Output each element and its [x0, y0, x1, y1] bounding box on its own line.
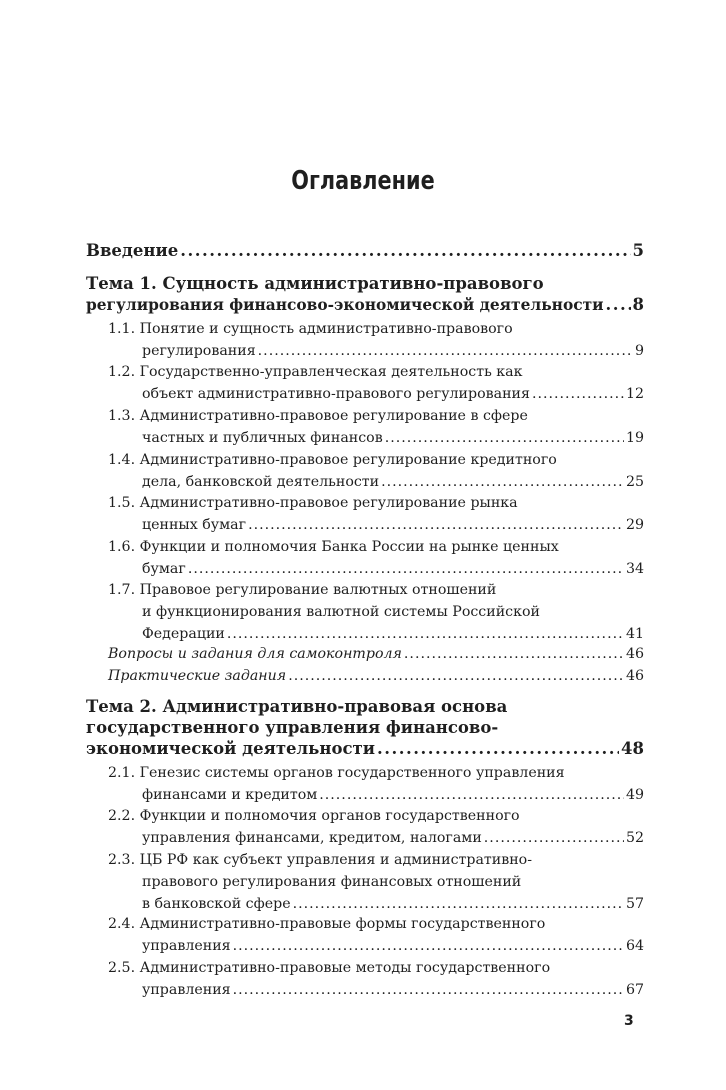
toc-entry-title-line: 2.5. Административно-правовые методы государственного: [108, 960, 551, 976]
toc-entry-1-5[interactable]: [86, 493, 644, 537]
toc-entry-questions-1[interactable]: [86, 644, 644, 666]
leader-dots: [319, 785, 624, 807]
toc-entry-title-line: 1.6. Функции и полномочия Банка России на рынке ценных: [108, 539, 559, 555]
toc-entry-title-line: Федерации: [142, 625, 225, 642]
toc-entry-page: 52: [625, 829, 644, 846]
toc-entry-title-line: 1.1. Понятие и сущность административно-правового: [108, 321, 513, 337]
page-title: Оглавление: [291, 166, 435, 196]
toc-entry-title-line: правового регулирования финансовых отношений: [142, 873, 522, 890]
toc-entry-1-1[interactable]: [86, 319, 644, 363]
leader-dots: [180, 240, 630, 261]
toc-entry-topic-2[interactable]: [86, 696, 644, 759]
toc-entry-page: 25: [625, 473, 644, 490]
leader-dots: [377, 738, 619, 759]
toc-entry-page: 46: [625, 646, 644, 662]
leader-dots: [293, 894, 624, 916]
toc-entry-page: 57: [625, 895, 644, 912]
toc-entry-title-line: и функционирования валютной системы Российской: [142, 603, 540, 620]
leader-dots: [188, 559, 624, 581]
toc-entry-page: 19: [625, 429, 644, 446]
toc-entry-title-line: ценных бумаг: [142, 516, 247, 533]
toc-entry-2-3[interactable]: [86, 850, 644, 915]
toc-entry-2-1[interactable]: [86, 763, 644, 807]
toc-entry-2-2[interactable]: [86, 806, 644, 850]
toc-entry-1-3[interactable]: [86, 406, 644, 450]
toc-entry-title: Введение: [86, 241, 179, 260]
leader-dots: [227, 624, 624, 646]
toc-entry-title-line: Тема 2. Административно-правовая основа: [86, 697, 508, 716]
toc-entry-title-line: 2.3. ЦБ РФ как субъект управления и административно-: [108, 852, 533, 868]
toc-entry-page: 41: [625, 625, 644, 642]
toc-entry-page: 8: [632, 295, 644, 314]
toc-entry-topic-1[interactable]: [86, 273, 644, 316]
toc-entry-title-line: управления: [142, 937, 231, 954]
toc-entry-1-7[interactable]: [86, 580, 644, 645]
toc-entry-title-line: 2.2. Функции и полномочия органов государственного: [108, 808, 520, 824]
leader-dots: [288, 666, 624, 688]
toc-entry-title-line: регулирования финансово-экономической деятельности: [86, 296, 604, 314]
toc-entry-title-line: 2.1. Генезис системы органов государственного управления: [108, 765, 565, 781]
toc-entry-page: 12: [625, 385, 644, 402]
toc-entry-title-line: управления: [142, 981, 231, 998]
leader-dots: [606, 294, 631, 315]
toc-entry-title-line: объект административно-правового регулирования: [142, 385, 530, 402]
toc-entry-title-line: дела, банковской деятельности: [142, 473, 380, 490]
toc-entry-1-2[interactable]: [86, 362, 644, 406]
toc-entry-title-line: бумаг: [142, 560, 186, 577]
toc-entry-page: 49: [625, 786, 644, 803]
toc-entry-1-6[interactable]: [86, 537, 644, 581]
toc-entry-intro[interactable]: [86, 240, 644, 261]
toc-entry-title-line: 2.4. Административно-правовые формы государственного: [108, 916, 546, 932]
toc-entry-page: 67: [625, 981, 644, 998]
leader-dots: [233, 980, 624, 1002]
toc-entry-title-line: Тема 1. Сущность административно-правового: [86, 274, 544, 293]
toc-entry-page: 9: [634, 342, 644, 359]
toc-entry-title-line: экономической деятельности: [86, 739, 375, 758]
leader-dots: [532, 384, 624, 406]
toc-entry-page: 34: [625, 560, 644, 577]
toc-entry-2-4[interactable]: [86, 914, 644, 958]
toc-entry-1-4[interactable]: [86, 450, 644, 494]
toc-entry-title: Вопросы и задания для самоконтроля: [108, 646, 402, 662]
toc-entry-title-line: государственного управления финансово-: [86, 718, 499, 737]
leader-dots: [484, 828, 624, 850]
toc-entry-title-line: частных и публичных финансов: [142, 429, 383, 446]
leader-dots: [248, 515, 624, 537]
toc-entry-page: 46: [625, 668, 644, 684]
toc-entry-title-line: в банковской сфере: [142, 895, 291, 912]
toc-entry-title-line: 1.3. Административно-правовое регулирование в сфере: [108, 408, 528, 424]
leader-dots: [258, 341, 633, 363]
toc-entry-title: Практические задания: [108, 668, 287, 684]
toc-entry-title-line: 1.5. Административно-правовое регулирование рынка: [108, 495, 518, 511]
page-number: 3: [624, 1013, 634, 1029]
leader-dots: [233, 936, 624, 958]
toc-entry-practice-1[interactable]: [86, 666, 644, 688]
toc-entry-page: 29: [625, 516, 644, 533]
toc-entry-title-line: управления финансами, кредитом, налогами: [142, 829, 482, 846]
toc-entry-title-line: 1.7. Правовое регулирование валютных отношений: [108, 582, 497, 598]
leader-dots: [381, 472, 624, 494]
leader-dots: [385, 428, 624, 450]
toc-entry-page: 48: [621, 739, 644, 758]
toc-entry-title-line: регулирования: [142, 342, 256, 359]
toc-entry-2-5[interactable]: [86, 958, 644, 1002]
toc-entry-page: 64: [625, 937, 644, 954]
leader-dots: [404, 644, 624, 666]
toc-entry-title-line: 1.2. Государственно-управленческая деятельность как: [108, 364, 523, 380]
toc-entry-title-line: 1.4. Административно-правовое регулирование кредитного: [108, 452, 557, 468]
toc-entry-page: 5: [632, 241, 644, 260]
toc-entry-title-line: финансами и кредитом: [142, 786, 318, 803]
